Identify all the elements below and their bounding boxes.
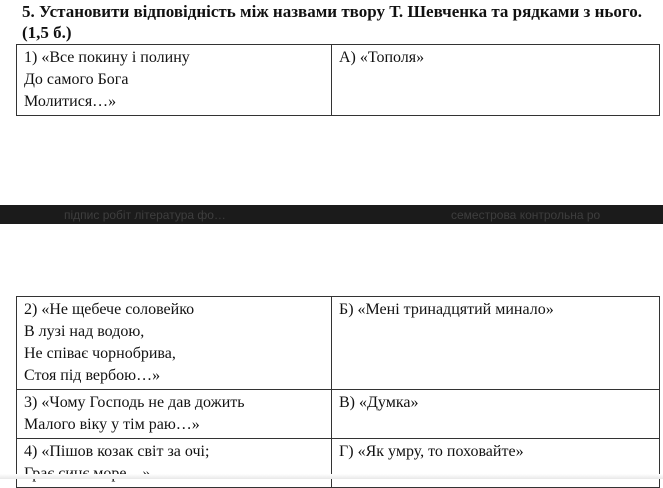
quote-line: Не співає чорнобрива, (24, 345, 176, 362)
table-row (17, 297, 660, 390)
table-row (17, 45, 660, 116)
quote-line: Молитися…» (24, 93, 117, 110)
work-title: А) «Тополя» (339, 49, 425, 66)
quote-line: 1) «Все покину і полину (24, 49, 190, 66)
overlay-tab-right[interactable]: семестрова контрольна ро (451, 208, 601, 222)
title-cell-v (332, 390, 660, 439)
quote-cell-4 (17, 439, 332, 488)
matching-table-top (16, 44, 660, 116)
quote-line: 4) «Пішов козак світ за очі; (24, 443, 210, 460)
quote-line: В лузі над водою, (24, 323, 145, 340)
quote-cell-2 (17, 297, 332, 390)
table-row (17, 390, 660, 439)
overlay-tab-left[interactable]: підпис робіт література фо… (64, 208, 226, 222)
work-title: В) «Думка» (339, 394, 419, 411)
title-cell-b (332, 297, 660, 390)
quote-line: 2) «Не щебече соловейко (24, 301, 195, 318)
work-title: Г) «Як умру, то поховайте» (339, 443, 524, 460)
quote-line: 3) «Чому Господь не дав дожить (24, 394, 245, 411)
question-title: 5. Установити відповідність між назвами твору Т. Шевченка та рядками з нього. (1,5 б.) (22, 2, 642, 42)
overlay-tab-bar (0, 205, 663, 224)
quote-cell-1 (17, 45, 332, 116)
work-title: Б) «Мені тринадцятий минало» (339, 301, 554, 318)
title-cell-h (332, 439, 660, 488)
quote-line: До самого Бога (24, 71, 129, 88)
quote-line: Стоя під вербою…» (24, 367, 161, 384)
table-row (17, 439, 660, 488)
page-cut-edge (0, 474, 663, 479)
quote-line: Малого віку у тім раю…» (24, 416, 200, 433)
matching-table-bottom (16, 296, 660, 488)
quote-cell-3 (17, 390, 332, 439)
title-cell-a (332, 45, 660, 116)
